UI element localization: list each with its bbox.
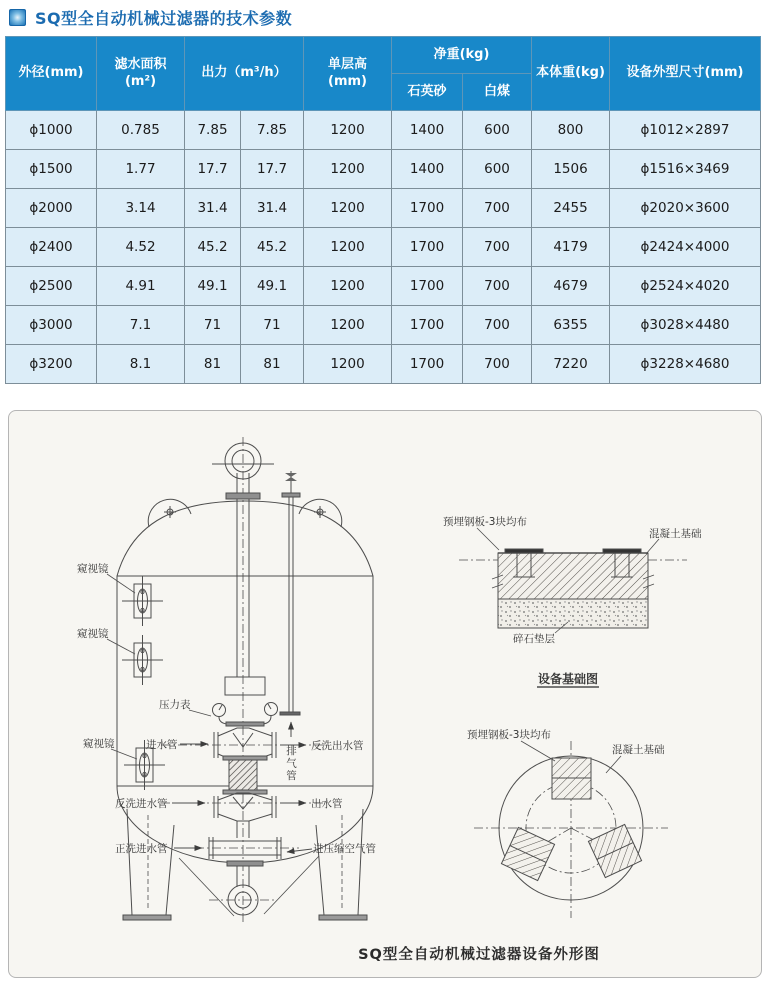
col-header-filter-area [97,37,185,111]
drawing-panel [8,410,762,978]
table-cell: 1700 [392,267,463,306]
table-cell: 45.2 [241,228,304,267]
table-cell: 1400 [392,111,463,150]
bottom-flange [227,861,263,866]
section-marker-icon [9,9,26,26]
table-row [6,267,761,306]
table-cell: ϕ2020×3600 [610,189,761,228]
fp-embedded-plate-label: 预埋钢板-3块均布 [467,729,551,741]
table-cell: ϕ2000 [6,189,97,228]
table-cell: 45.2 [185,228,241,267]
col-header-outer-diameter: 外径(mm) [6,37,97,111]
table-cell: ϕ2400 [6,228,97,267]
table-cell: 1700 [392,345,463,384]
table-cell: ϕ2500 [6,267,97,306]
table-cell: 1200 [304,306,392,345]
sight-glass-label-1: 窥视镜 [77,563,109,575]
col-header-quartz-sand: 石英砂 [392,74,463,111]
table-cell: 1200 [304,267,392,306]
fp-concrete-label: 混凝土基础 [612,744,665,756]
table-cell: 700 [463,189,532,228]
table-row [6,306,761,345]
table-cell: ϕ3028×4480 [610,306,761,345]
vent-pipe-label: 排气管 [285,745,297,783]
table-cell: ϕ2524×4020 [610,267,761,306]
table-cell: ϕ1012×2897 [610,111,761,150]
table-cell: 800 [532,111,610,150]
table-cell: 49.1 [241,267,304,306]
table-row [6,150,761,189]
table-cell: 1.77 [97,150,185,189]
sight-glass-label-3: 窥视镜 [83,738,115,750]
col-header-filter-area-line2: (m²) [124,73,157,89]
table-cell: 71 [241,306,304,345]
table-cell: ϕ3228×4680 [610,345,761,384]
pressure-gauge-label: 压力表 [159,699,191,711]
table-cell: 700 [463,228,532,267]
table-cell: 7.85 [185,111,241,150]
table-row [6,111,761,150]
table-cell: 81 [185,345,241,384]
embedded-plate-right [603,549,641,553]
forward-wash-inlet-label: 正洗进水管 [115,843,168,855]
table-cell: 1200 [304,111,392,150]
compressed-air-arrow [287,849,312,852]
table-row [6,189,761,228]
col-header-overall-dimensions: 设备外型尺寸(mm) [610,37,761,111]
sight-glass-2 [122,635,163,685]
backwash-outlet-label: 反洗出水管 [311,740,364,752]
top-pipe-flange [226,493,260,499]
table-cell: 1700 [392,228,463,267]
table-cell: ϕ3000 [6,306,97,345]
leader-compressed-air [264,856,319,914]
table-cell: 600 [463,111,532,150]
table-cell: 1700 [392,189,463,228]
inlet-pipe-label: 进水管 [146,739,178,751]
page-header [9,6,292,29]
table-cell: 1200 [304,189,392,228]
table-cell: 8.1 [97,345,185,384]
plan-plate-bottom-right [588,824,641,877]
vessel-leg-left [123,809,174,920]
table-cell: ϕ3200 [6,345,97,384]
table-cell: 81 [241,345,304,384]
table-cell: 1200 [304,150,392,189]
embedded-plate-left [505,549,543,553]
vent-pipe-flange [282,493,300,497]
table-cell: 6355 [532,306,610,345]
spec-table [5,36,761,384]
table-cell: 1506 [532,150,610,189]
table-cell: 700 [463,306,532,345]
col-header-layer-height [304,37,392,111]
technical-drawing [9,411,761,977]
table-cell: 17.7 [241,150,304,189]
table-cell: 4179 [532,228,610,267]
table-cell: ϕ2424×4000 [610,228,761,267]
foundation-section-caption: 设备基础图 [537,672,599,686]
header-row-1 [6,37,761,74]
compressed-air-label: 进压缩空气管 [313,843,376,855]
col-header-output: 出力（m³/h） [185,37,304,111]
outlet-pipe-label: 出水管 [311,798,343,810]
vent-pipe-end-plate [280,712,300,715]
table-cell: 49.1 [185,267,241,306]
table-row [6,345,761,384]
vent-top-valve [285,473,297,481]
drawing-caption: SQ型全自动机械过滤器设备外形图 [358,947,600,963]
vessel-leg-right [316,809,367,920]
table-row [6,228,761,267]
table-cell: 4679 [532,267,610,306]
gauge-plate [226,722,264,726]
table-cell: 31.4 [185,189,241,228]
col-header-layer-height-line2: (mm) [328,73,367,89]
backwash-inlet-label: 反洗进水管 [115,798,168,810]
table-cell: 7.85 [241,111,304,150]
table-cell: 7220 [532,345,610,384]
table-cell: 4.52 [97,228,185,267]
table-cell: 1700 [392,306,463,345]
table-cell: ϕ1500 [6,150,97,189]
sight-glass-1 [122,576,163,626]
table-cell: 600 [463,150,532,189]
table-cell: 3.14 [97,189,185,228]
col-header-layer-height-line1: 单层高 [327,57,367,73]
table-cell: ϕ1000 [6,111,97,150]
table-cell: 71 [185,306,241,345]
table-cell: 7.1 [97,306,185,345]
table-cell: 17.7 [185,150,241,189]
table-cell: 700 [463,345,532,384]
media-flange-top [223,756,267,760]
concrete-block-section [498,553,648,599]
foundation-plan-drawing [474,741,668,918]
table-cell: 1200 [304,228,392,267]
table-cell: 1400 [392,150,463,189]
table-cell: 4.91 [97,267,185,306]
col-header-anthracite: 白煤 [463,74,532,111]
col-header-net-weight: 净重(kg) [392,37,532,74]
table-cell: 0.785 [97,111,185,150]
table-cell: ϕ1516×3469 [610,150,761,189]
pipe-bracket [225,677,265,695]
sight-glass-label-2: 窥视镜 [77,628,109,640]
gravel-layer-section [498,599,648,628]
foundation-section-drawing [459,528,687,687]
filter-media-block [229,760,257,790]
fs-gravel-label: 碎石垫层 [513,633,555,645]
fs-concrete-label: 混凝土基础 [649,528,702,540]
col-header-body-weight: 本体重(kg) [532,37,610,111]
plan-plate-bottom-left [501,827,554,880]
table-cell: 700 [463,267,532,306]
table-cell: 1200 [304,345,392,384]
page-title: SQ型全自动机械过滤器的技术参数 [35,9,293,28]
table-cell: 2455 [532,189,610,228]
fs-embedded-plate-label: 预埋钢板-3块均布 [443,516,527,528]
table-cell: 31.4 [241,189,304,228]
leader-forward-wash [179,858,234,916]
col-header-filter-area-line1: 滤水面积 [114,57,167,73]
